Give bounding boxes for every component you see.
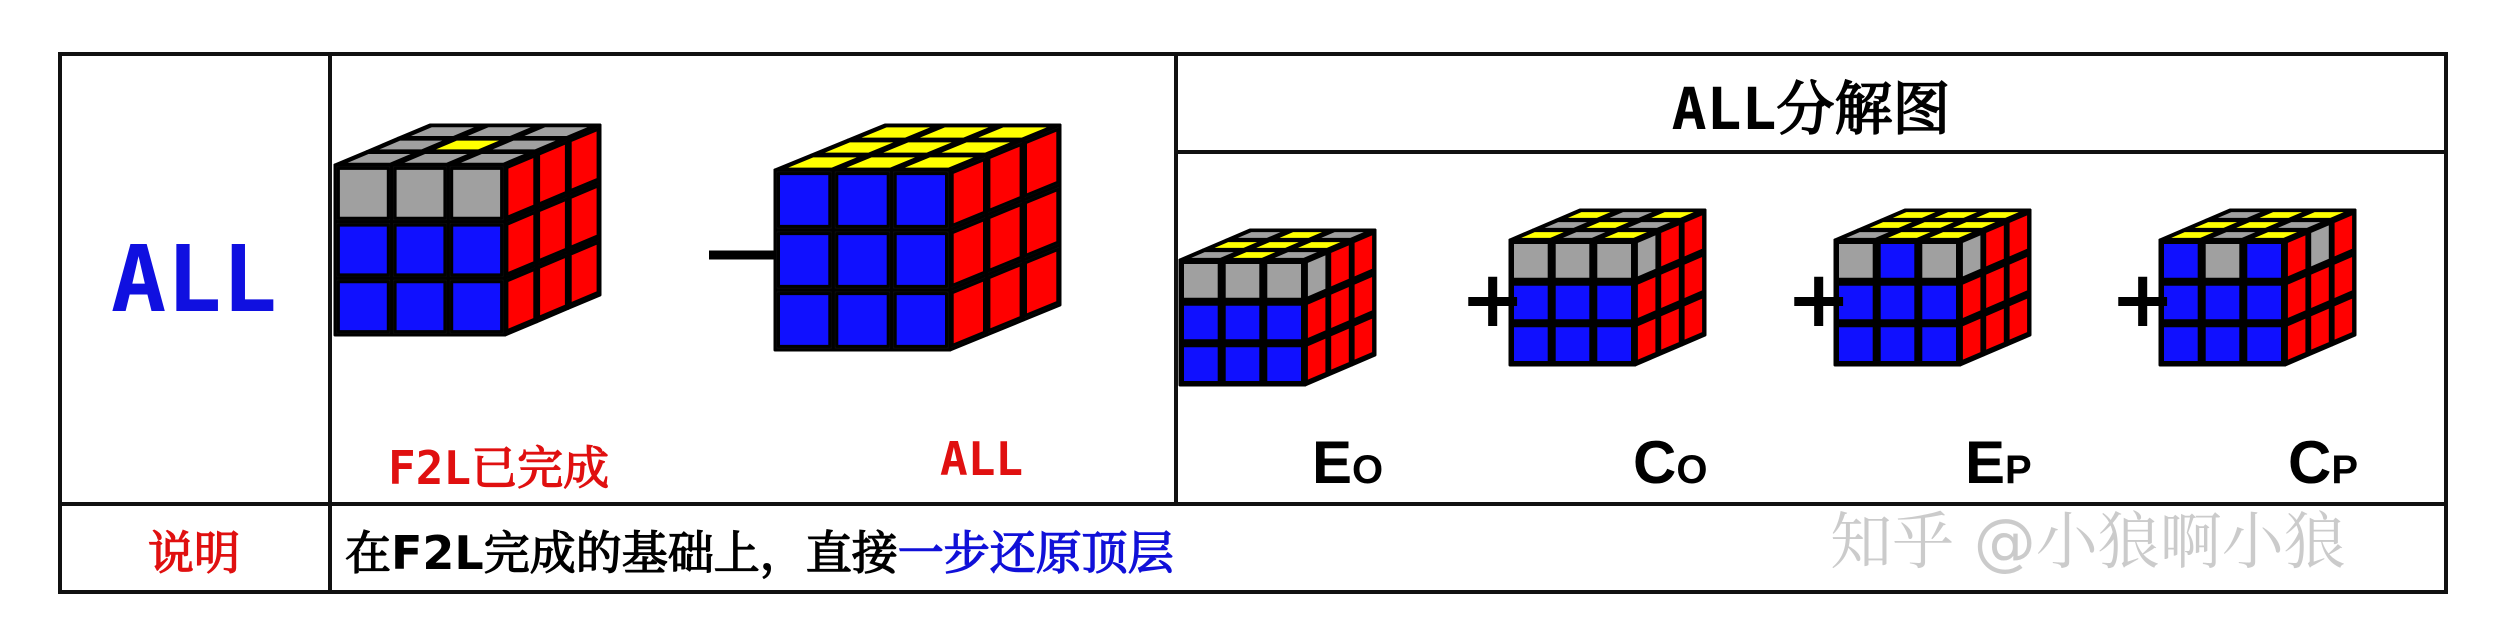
cube-eo-front-sticker xyxy=(1183,346,1220,383)
cube-f2l-front-sticker xyxy=(452,168,502,218)
part-sub: O xyxy=(1352,448,1384,492)
cube-f2l-front-sticker xyxy=(338,282,388,332)
cube-all-solved xyxy=(825,70,1155,420)
cube-f2l-right-sticker xyxy=(507,213,535,275)
part-letter: E xyxy=(1312,429,1353,496)
cube-all-right-sticker xyxy=(952,160,984,226)
cube-all-right-sticker xyxy=(989,265,1021,331)
cube-ep-right-sticker xyxy=(1985,223,2006,269)
part-letter: C xyxy=(1633,429,1677,496)
desc-highlight: 一步还原顶层 xyxy=(897,526,1174,580)
cube-cp-front-sticker xyxy=(2246,284,2283,321)
part-label-cp xyxy=(2288,428,2358,497)
part-label-ep xyxy=(1965,428,2032,497)
cube-co-right-sticker xyxy=(1660,223,1681,269)
cube-co xyxy=(1540,170,1780,420)
cube-all-right-sticker xyxy=(989,205,1021,271)
all-caption: ALL xyxy=(940,432,1024,486)
cube-all-front-sticker xyxy=(779,234,830,287)
cube-cp xyxy=(2190,165,2430,425)
cube-f2l-right-sticker xyxy=(539,199,567,261)
cube-f2l-solved xyxy=(360,75,690,415)
cube-cp-right-sticker xyxy=(2286,316,2307,362)
part-letter: C xyxy=(2288,429,2332,496)
cube-co-right-sticker xyxy=(1636,275,1657,320)
part-label-eo xyxy=(1312,428,1383,497)
cube-eo xyxy=(1210,190,1450,430)
plus-sign-1: + xyxy=(1460,255,1526,345)
part-sub: O xyxy=(1676,448,1708,492)
cube-co-front-sticker xyxy=(1596,243,1633,280)
cube-eo-right-sticker xyxy=(1353,275,1374,320)
plus-sign-2: + xyxy=(1786,255,1852,345)
cube-eo-front-sticker xyxy=(1183,263,1220,300)
cube-cp-right-sticker xyxy=(2310,265,2331,310)
cube-eo-front-sticker xyxy=(1266,346,1303,383)
cube-ep-right-sticker xyxy=(1985,306,2006,352)
cube-ep-right-sticker xyxy=(2008,296,2029,342)
row-label: ALL xyxy=(110,225,278,333)
cube-ep-right-sticker xyxy=(1961,275,1982,320)
cube-ep-right-sticker xyxy=(1961,233,1982,279)
cube-all-right-sticker xyxy=(1026,250,1058,316)
cube-all-right-sticker xyxy=(952,220,984,286)
cube-f2l-front-sticker xyxy=(338,225,388,275)
cube-ep-right-sticker xyxy=(2008,255,2029,300)
cube-cp-right-sticker xyxy=(2333,296,2354,342)
plus-sign-3: + xyxy=(2110,255,2176,345)
cube-cp-right-sticker xyxy=(2333,255,2354,300)
cube-all-front-sticker xyxy=(779,174,830,227)
cube-cp-front-sticker xyxy=(2246,243,2283,280)
cube-eo-right-sticker xyxy=(1306,336,1327,382)
cube-ep-front-sticker xyxy=(1921,326,1958,363)
cube-cp-front-sticker xyxy=(2204,326,2241,363)
cube-eo-front-sticker xyxy=(1266,263,1303,300)
cube-ep-right-sticker xyxy=(1961,316,1982,362)
cube-eo-right-sticker xyxy=(1353,316,1374,362)
cube-eo-front-sticker xyxy=(1266,304,1303,341)
cube-f2l-right-sticker xyxy=(570,129,598,191)
cube-ep xyxy=(1865,170,2105,420)
cube-all-front-sticker xyxy=(837,294,888,347)
cube-all-right-sticker xyxy=(1026,130,1058,196)
desc-title: 说明 xyxy=(148,526,240,580)
cube-f2l-right-sticker xyxy=(507,269,535,331)
cube-co-right-sticker xyxy=(1660,306,1681,352)
cube-cp-right-sticker xyxy=(2333,213,2354,259)
decomp-title: ALL分解图 xyxy=(1671,75,1951,143)
cube-all-front-sticker xyxy=(837,234,888,287)
part-sub: P xyxy=(2331,448,2359,492)
cube-ep-front-sticker xyxy=(1921,284,1958,321)
cube-f2l-right-sticker xyxy=(570,243,598,305)
cube-co-right-sticker xyxy=(1636,316,1657,362)
cube-cp-front-sticker xyxy=(2246,326,2283,363)
cube-all-front-sticker xyxy=(895,174,946,227)
cube-cp-right-sticker xyxy=(2286,275,2307,320)
cube-ep-right-sticker xyxy=(2008,213,2029,259)
cube-all-right-sticker xyxy=(989,145,1021,211)
cube-all-right-sticker xyxy=(1026,190,1058,256)
cube-f2l-right-sticker xyxy=(507,156,535,218)
cube-ep-front-sticker xyxy=(1921,243,1958,280)
cube-cp-front-sticker xyxy=(2204,243,2241,280)
part-sub: P xyxy=(2005,448,2032,492)
watermark: 知乎 @小狼啊小狼 xyxy=(1830,505,2346,578)
desc-prefix: 在F2L完成的基础上，直接 xyxy=(345,526,898,580)
cube-co-right-sticker xyxy=(1683,296,1704,342)
cube-eo-right-sticker xyxy=(1353,233,1374,279)
cube-ep-front-sticker xyxy=(1879,326,1916,363)
cube-cp-right-sticker xyxy=(2286,233,2307,279)
cube-cp-right-sticker xyxy=(2310,306,2331,352)
cube-eo-right-sticker xyxy=(1306,253,1327,299)
cube-f2l-front-sticker xyxy=(338,168,388,218)
cube-f2l-front-sticker xyxy=(452,282,502,332)
cube-all-right-sticker xyxy=(952,280,984,346)
cube-eo-front-sticker xyxy=(1224,304,1261,341)
cube-co-right-sticker xyxy=(1636,233,1657,279)
cube-eo-right-sticker xyxy=(1330,243,1351,289)
cube-all-front-sticker xyxy=(837,174,888,227)
cube-f2l-right-sticker xyxy=(539,143,567,205)
part-label-co xyxy=(1633,428,1707,497)
part-letter: E xyxy=(1965,429,2006,496)
cube-f2l-front-sticker xyxy=(395,225,445,275)
cube-co-front-sticker xyxy=(1596,326,1633,363)
cube-eo-front-sticker xyxy=(1224,346,1261,383)
cube-all-front-sticker xyxy=(779,294,830,347)
cube-cp-front-sticker xyxy=(2204,284,2241,321)
cube-co-front-sticker xyxy=(1554,243,1591,280)
cube-co-front-sticker xyxy=(1554,284,1591,321)
cube-f2l-front-sticker xyxy=(452,225,502,275)
cube-co-right-sticker xyxy=(1660,265,1681,310)
cube-f2l-right-sticker xyxy=(539,256,567,318)
cube-f2l-front-sticker xyxy=(395,168,445,218)
cube-all-front-sticker xyxy=(895,294,946,347)
cube-all-front-sticker xyxy=(895,234,946,287)
cube-eo-front-sticker xyxy=(1183,304,1220,341)
cube-ep-right-sticker xyxy=(1985,265,2006,310)
cube-ep-front-sticker xyxy=(1879,284,1916,321)
cube-eo-front-sticker xyxy=(1224,263,1261,300)
cube-co-front-sticker xyxy=(1596,284,1633,321)
cube-f2l-front-sticker xyxy=(395,282,445,332)
cube-eo-right-sticker xyxy=(1330,285,1351,330)
cube-co-right-sticker xyxy=(1683,213,1704,259)
desc-text xyxy=(345,506,1174,594)
cube-co-right-sticker xyxy=(1683,255,1704,300)
cube-f2l-right-sticker xyxy=(570,186,598,248)
cube-cp-right-sticker xyxy=(2310,223,2331,269)
cube-eo-right-sticker xyxy=(1306,295,1327,340)
f2l-caption: F2L已完成 xyxy=(388,441,610,495)
cube-eo-right-sticker xyxy=(1330,326,1351,372)
cube-co-front-sticker xyxy=(1554,326,1591,363)
cube-ep-front-sticker xyxy=(1879,243,1916,280)
